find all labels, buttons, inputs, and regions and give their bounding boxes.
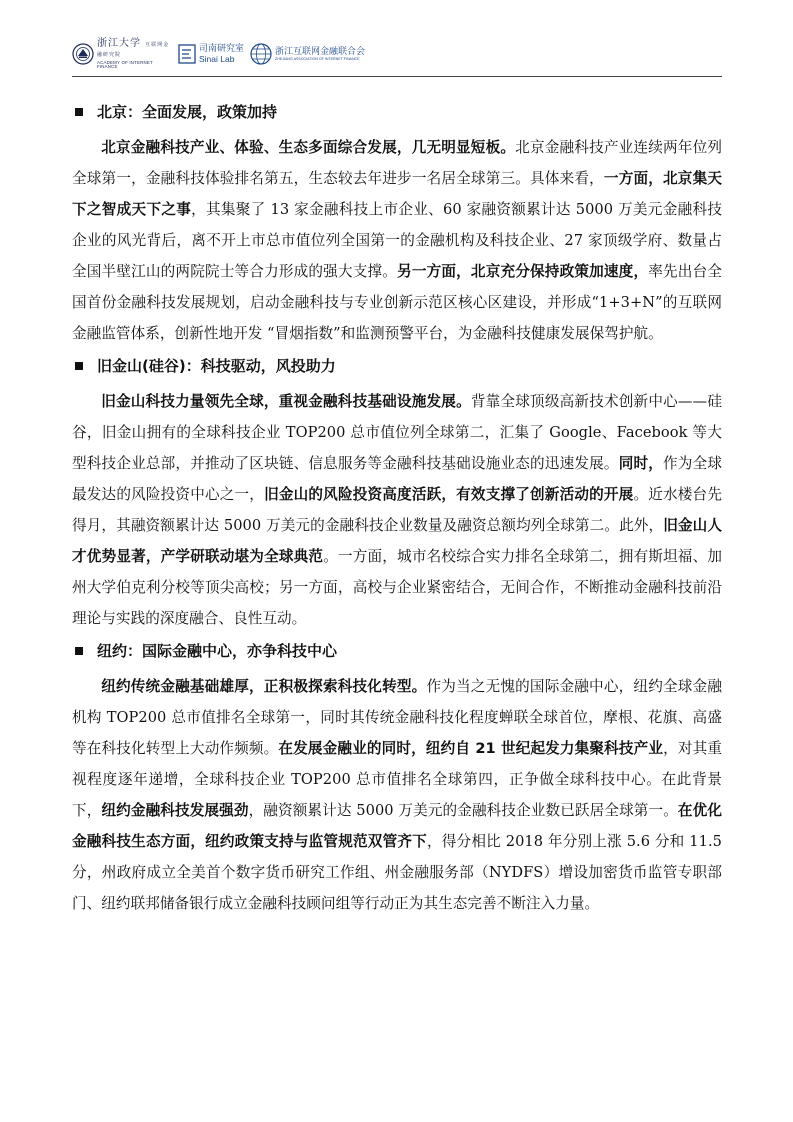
text-run: ，得分相比 2018 年分别上涨 5.6 分和 11.5 分，州政府成立全美首个数字货币研究工作组、州金融服务部（NYDFS）增设加密货币监管专职部门、纽约联邦储备银行成立金融科技顾问组等行动正为其生态完善不断注入力量。 xyxy=(72,833,722,912)
sinai-lab-text xyxy=(199,44,244,64)
zaif-text xyxy=(275,47,365,62)
section-beijing xyxy=(72,100,722,349)
emphasis-run: 旧金山科技力量领先全球，重视金融科技基础设施发展。 xyxy=(101,393,471,410)
zaif-cn-name: 浙江互联网金融联合会 xyxy=(275,45,366,56)
text-run: ，其集聚了 13 家金融科技上市企业、60 家融资额累计达 5000 万美元金融科技企业的风光背后，离不开上市总市值位列全国第一的金融机构及科技企业、27 家顶级学府、数量占全国半壁江山的两院院士等合力形成的强大支撑。 xyxy=(72,201,723,280)
zju-name: 浙江大学 xyxy=(97,37,141,49)
page-header xyxy=(72,36,722,74)
text-run: ，对其重视程度逐年递增，全球科技企业 TOP200 总市值排名全球第四，正争做全球科技中心。在此背景下， xyxy=(72,740,723,819)
text-run: 率先出台全国首份金融科技发展规划，启动金融科技与专业创新示范区核心区建设，并形成“1+3+N”的互联网金融监管体系，创新性地开发 “冒烟指数”和监测预警平台，为金融科技健康发展保驾护航。 xyxy=(72,263,722,342)
university-seal-icon xyxy=(72,43,94,65)
emphasis-run: 在优化金融科技生态方面，纽约政策支持与监管规范双管齐下 xyxy=(72,802,722,850)
emphasis-run: 纽约传统金融基础雄厚，正积极探索科技化转型。 xyxy=(101,678,427,695)
aif-en-name: ACADEMY OF INTERNET FINANCE xyxy=(97,59,153,69)
section-paragraph xyxy=(72,386,722,634)
sinai-en-name: Sinai Lab xyxy=(199,54,235,65)
header-divider xyxy=(72,76,722,77)
emphasis-run: 同时， xyxy=(618,455,664,472)
heading-text: 旧金山(硅谷)：科技驱动，风投助力 xyxy=(97,357,336,375)
emphasis-run: 另一方面，北京充分保持政策加速度， xyxy=(397,263,649,280)
text-run: 北京金融科技产业连续两年位列全球第一，金融科技体验排名第五，生态较去年进步一名居全球第三。具体来看， xyxy=(72,139,722,187)
sinai-mark-icon xyxy=(178,44,196,64)
text-run: 作为全球最发达的风险投资中心之一， xyxy=(72,455,723,503)
square-bullet-icon xyxy=(75,362,83,370)
section-paragraph xyxy=(72,671,722,919)
zaif-en-name: ZHEJIANG ASSOCIATION OF INTERNET FINANCE xyxy=(275,56,360,61)
section-paragraph xyxy=(72,132,722,349)
text-run: 作为当之无愧的国际金融中心，纽约全球金融机构 TOP200 总市值排名全球第一，同时其传统金融科技化程度蝉联全球首位，摩根、花旗、高盛等在科技化转型上大动作频频。 xyxy=(72,678,722,757)
main-content xyxy=(72,100,722,924)
text-run: 背靠全球顶级高新技术创新中心——硅谷，旧金山拥有的全球科技企业 TOP200 总市值位列全球第二，汇集了 Google、Facebook 等大型科技企业总部，并推动了区块链、信息服务等金融科技基础设施业态的迅速发展。 xyxy=(72,393,722,472)
text-run: 。近水楼台先得月，其融资额累计达 5000 万美元的金融科技企业数量及融资总额均列全球第二。此外， xyxy=(72,486,722,534)
zju-aif-text xyxy=(97,39,172,70)
aif-cn-name: 互联网金融研究院 xyxy=(97,41,170,58)
section-new-york xyxy=(72,639,722,919)
zju-aif-logo xyxy=(72,38,172,70)
section-heading xyxy=(72,354,722,378)
sinai-lab-logo xyxy=(178,38,246,70)
square-bullet-icon xyxy=(75,647,83,655)
emphasis-run: 北京金融科技产业、体验、生态多面综合发展，几无明显短板。 xyxy=(101,139,516,156)
sinai-cn-name: 司南研究室 xyxy=(199,43,245,54)
text-run: 。一方面，城市名校综合实力排名全球第二，拥有斯坦福、加州大学伯克利分校等顶尖高校；另一方面，高校与企业紧密结合，无间合作，不断推动金融科技前沿理论与实践的深度融合、良性互动。 xyxy=(72,548,722,627)
emphasis-run: 一方面，北京集天下之智成天下之事 xyxy=(72,170,722,218)
zaif-logo xyxy=(250,38,380,70)
heading-text: 北京：全面发展，政策加持 xyxy=(97,103,278,121)
section-heading xyxy=(72,639,722,663)
heading-text: 纽约：国际金融中心，亦争科技中心 xyxy=(97,642,338,660)
emphasis-run: 旧金山人才优势显著，产学研联动堪为全球典范 xyxy=(72,517,722,565)
square-bullet-icon xyxy=(75,108,83,116)
emphasis-run: 旧金山的风险投资高度活跃，有效支撑了创新活动的开展 xyxy=(264,486,634,503)
text-run: ，融资额累计达 5000 万美元的金融科技企业数已跃居全球第一。 xyxy=(248,802,678,819)
emphasis-run: 纽约金融科技发展强劲 xyxy=(101,802,249,819)
emphasis-run: 在发展金融业的同时，纽约自 21 世纪起发力集聚科技产业 xyxy=(278,740,664,757)
section-heading xyxy=(72,100,722,124)
association-globe-icon xyxy=(250,43,272,65)
section-san-francisco xyxy=(72,354,722,634)
